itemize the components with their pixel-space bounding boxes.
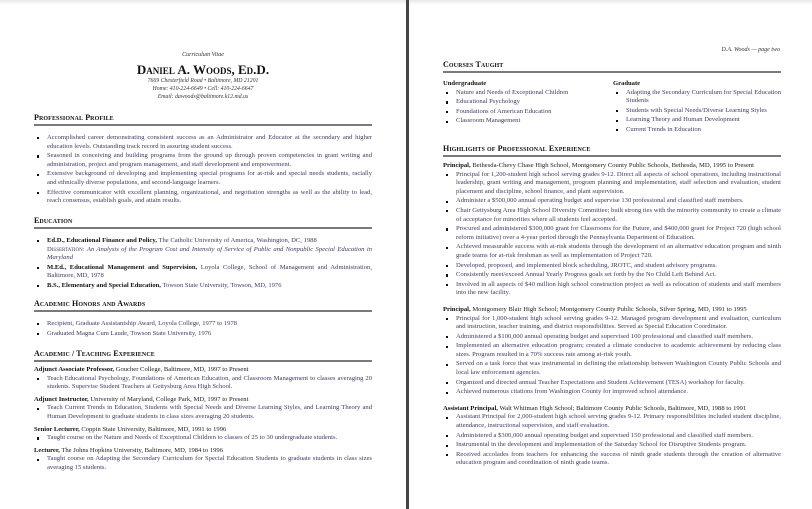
resume-page-two [409,0,812,509]
list-item: Educational Psychology [443,98,613,107]
job-title: Senior Lecturer, [34,425,80,433]
list-item: Administered a $300,000 annual operating budget and supervised 150 professional and classified staff members. [443,432,781,441]
list-item: Taught course on the Nature and Needs of Exceptional Children to classes of 25 to 30 undergraduate students. [34,434,372,443]
job-organization: University of Maryland, College Park, MD, 1997 to Present [88,395,249,403]
dissertation-title: An Analysis of the Program Cost and Intensity of Service of Public and Nonpublic Special Education in Maryland [47,245,372,262]
undergraduate-courses [443,80,613,136]
section-heading: Academic Honors and Awards [34,299,372,312]
list-item: Current Trends in Education [613,126,781,135]
job-title-line [34,396,372,405]
job-organization: Bethesda-Chevy Chase High School, Montgomery County Public Schools, Bethesda, MD, 1995 to Present [470,162,754,169]
education-item [34,264,372,281]
education-item [34,282,372,291]
job-bullets [34,455,372,472]
dissertation-label: Dissertation: [47,245,85,253]
list-item: Taught course on Adapting the Secondary Curriculum for Special Education Students to graduate students in class sizes averaging 15 students. [34,455,372,472]
job-bullets [34,404,372,421]
list-item: Extensive background of developing and implementing special programs for at-risk and special needs students, racially and ethnically diverse populations, and second-language learners. [34,170,372,187]
list-item: Classroom Management [443,117,613,126]
list-item: Achieved measurable success with at-risk students through the development of an alternative education program and ninth grade teams for at-risk freshman as well as implementation of Project 720. [443,243,781,260]
honors-list [34,320,372,338]
page-edge [409,0,812,5]
phone-numbers: Home: 410-224-6649 • Cell: 410-224-6647 [152,85,254,92]
list-item: Instrumental in the development and implementation of the Saturday School for Disruptive Students program. [443,441,781,450]
list-item: Teach Educational Psychology, Foundations of American Education, and Classroom Management to classes averaging 20 students. Supervise Student Teachers at Gettysburg Area High School. [34,375,372,392]
list-item: Assistant Principal for 2,000-student high school serving grades 9-12. Primary responsibilities included student discipline, attendance, instructional supervision, and staff evaluation. [443,413,781,430]
section-heading: Courses Taught [443,60,781,73]
list-item: Administered a $100,000 annual operating budget and supervised 100 professional and classified staff members. [443,333,781,342]
candidate-name: Daniel A. Woods, Ed.D. [136,61,270,77]
list-item: Effective communicator with excellent planning, organizational, and negotiation strengths as well as the ability to lead, reach consensus, establish goals, and attain results. [34,189,372,206]
job-title: Principal, [443,162,471,169]
job-title-line [34,447,372,456]
job-title: Adjunct Instructor, [34,395,89,403]
list-item: Nature and Needs of Exceptional Children [443,89,613,98]
section-heading: Academic / Teaching Experience [34,349,372,362]
job-organization: Walt Whitman High School; Baltimore County Public Schools, Baltimore, MD, 1988 to 1991 [497,404,747,412]
list-item: Students with Special Needs/Diverse Learning Styles [613,107,781,116]
resume-header [30,51,376,101]
page-edge [0,0,406,5]
degree: B.S., Elementary and Special Education, [47,281,161,289]
job-title: Lecturer, [34,446,60,454]
section-honors [34,299,372,339]
institution: Towson State University, Towson, MD, 1976 [160,281,282,289]
list-item: Principal for 1,200-student high school serving grades 9-12. Direct all aspects of school operations, including instructional leadership, grant writing and management, program planning and implementation, staff selection and evaluation, student placement and discipline, school finance, and plant supervision. [443,171,781,197]
job-title: Principal, [443,305,471,313]
job-title-line [34,366,372,375]
list-item: Accomplished career demonstrating consistent success as an Administrator and Educator at the secondary and higher education levels. Outstanding track record in assuring student success. [34,134,372,151]
list-item: Graduated Magna Cum Laude, Towson State University, 1976 [34,330,372,339]
section-heading: Professional Profile [34,113,372,126]
list-item: Chair Gettysburg Area High School Diversity Committee; built strong ties with the minority community to create a climate of acceptance for minorities where all students feel accepted. [443,207,781,224]
section-heading: Education [34,216,372,229]
job-title-line [443,405,781,414]
address: 7669 Chesterfield Road • Baltimore, MD 21201 [147,77,259,84]
list-item: Implemented an alternative education program; created a climate conducive to academic achievement by reducing class sizes. Program resulted in a 70% success rate among at-risk youth. [443,342,781,359]
list-item: Achieved numerous citations from Washington County for improved school attendance. [443,388,781,397]
section-education [34,216,372,292]
graduate-courses [613,80,781,136]
job-title-line [34,426,372,435]
education-item [34,237,372,263]
job-bullets [34,375,372,392]
list-item: Served on a task force that was instrumental in defining the relationship between Washington County Public Schools and local law enforcement agencies. [443,360,781,377]
job-title-line [443,162,781,171]
email: Email: dawoods@baltimore.k12.md.us [157,93,249,100]
job-organization: Montgomery Blair High School; Montgomery County Public Schools, Silver Spring, MD, 1991 to 1995 [470,305,747,313]
section-courses-taught [443,60,781,136]
job-organization: Coppin State University, Baltimore, MD, 1991 to 1996 [79,425,227,433]
job-title: Adjunct Associate Professor, [34,366,115,373]
undergraduate-list [443,89,613,126]
job-organization: The Johns Hopkins University, Baltimore, MD, 1984 to 1996 [59,446,224,454]
graduate-label: Graduate [613,80,641,87]
list-item: Principal for 1,000-student high school serving grades 9-12. Managed program development and evaluation, curriculum and instruction, teacher training, and district responsibilities. Served as Special Education Coordinator. [443,315,781,332]
list-item: Teach Current Trends in Education, Students with Special Needs and Diverse Learning Styles, and Learning Theory and Human Development to graduate students in class sizes averaging 20 students. [34,404,372,421]
highlight-jobs [443,162,781,468]
list-item: Consistently meet/exceed Annual Yearly Progress goals set forth by the No Child Left Behind Act. [443,271,781,280]
section-highlights [443,144,781,469]
institution: Loyola College, School of Management and Administration, Baltimore, MD, 1978 [47,263,372,280]
job-title-line [443,306,781,315]
list-item: Developed, proposed, and implemented block scheduling, JROTC, and student advisory programs. [443,262,781,271]
document-label: Curriculum Vitae [182,52,224,58]
profile-list [34,134,372,206]
job-bullets [443,171,781,298]
graduate-list [613,89,781,135]
undergraduate-label: Undergraduate [443,80,487,87]
list-item: Organized and directed annual Teacher Expectations and Student Achievement (TESA) workshop for faculty. [443,379,781,388]
running-head: D.A. Woods — page two [721,47,780,53]
section-professional-profile [34,113,372,207]
education-list [34,237,372,291]
job-organization: Goucher College, Baltimore, MD, 1997 to Present [114,366,249,373]
list-item: Administer a $500,000 annual operating budget and supervise 130 professional and classified staff members. [443,197,781,206]
list-item: Received accolades from teachers for enhancing the success of ninth grade students through the creation of alternative education program and coordination of ninth grade teams. [443,451,781,468]
list-item: Procured and administered $300,000 grant for Classrooms for the Future, and $400,000 grant for Project 720 (high school reform initiative) over a 4-year period through the Pennsylvania Department of Education. [443,225,781,242]
section-heading: Highlights of Professional Experience [443,144,781,157]
list-item: Learning Theory and Human Development [613,116,781,125]
teaching-jobs [34,366,372,473]
institution: The Catholic University of America, Washington, DC, 1988 [156,237,317,244]
list-item: Adapting the Secondary Curriculum for Special Education Students [613,89,781,106]
degree: Ed.D., Educational Finance and Policy, [47,237,157,244]
job-bullets [443,315,781,397]
job-bullets [34,434,372,443]
job-bullets [443,413,781,468]
degree: M.Ed., Educational Management and Supervision, [47,263,198,271]
list-item: Seasoned in conceiving and building programs from the ground up through proven competencies in grant writing and administration, project and program management, and staff development and empowerment. [34,152,372,169]
list-item: Involved in all aspects of $40 million high school construction project as well as relocation of students and staff members into the new facility. [443,281,781,298]
list-item: Foundations of American Education [443,108,613,117]
section-teaching-experience [34,349,372,474]
list-item: Recipient, Graduate Assistantship Award, Loyola College, 1977 to 1978 [34,320,372,329]
job-title: Assistant Principal, [443,404,498,412]
